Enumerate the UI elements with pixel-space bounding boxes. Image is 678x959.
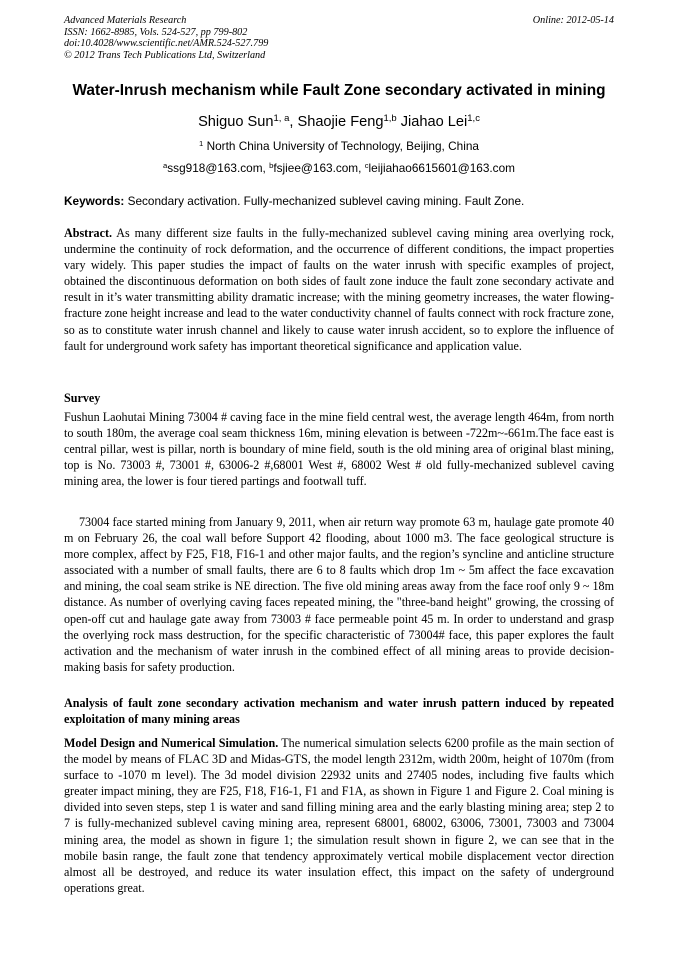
author-sup: 1, a <box>273 112 290 124</box>
email-sup: c <box>364 160 369 170</box>
affiliation-sup: 1 <box>199 138 204 148</box>
email-sup: b <box>269 160 274 170</box>
keywords <box>64 194 524 208</box>
abstract-text: As many different size faults in the fully-mechanized sublevel caving mining area overlying rock, undermine the continuity of rock deformation, and the occurrence of different conditions, the impact properties vary widely. This paper studies the impact of faults on the water inrush with specific examples of project, obtained the discontinuous deformation on both sides of fault zone induce the fault zone secondary activate and result in it’s water transmitting ability dramatic increase; with the mining geometry increases, the water flowing-fracture zone height increase and lead to the water conductivity channel of faults connect with rock fracture zone, so as to constitute water inrush channel and likely to cause water inrush accident, so to explore the influence of fault for underground work safety has important theoretical significance and application value. <box>64 226 615 353</box>
keywords-label: Keywords: <box>64 194 125 208</box>
model-label: Model Design and Numerical Simulation. <box>64 736 279 750</box>
email-address: fsjiee@163.com <box>273 161 359 175</box>
author-name: Shaojie Feng <box>297 114 384 130</box>
author-name: Shiguo Sun <box>198 114 274 130</box>
copyright-line: © 2012 Trans Tech Publications Ltd, Switzerland <box>64 49 266 61</box>
keywords-text: Secondary activation. Fully-mechanized sublevel caving mining. Fault Zone. <box>127 194 525 208</box>
affiliation-text: North China University of Technology, Beijing, China <box>206 139 479 153</box>
email-sup: a <box>163 160 168 170</box>
issn-line: ISSN: 1662-8985, Vols. 524-527, pp 799-802 <box>64 26 248 38</box>
model-section <box>64 735 614 896</box>
email-address: leijiahao6615601@163.com <box>368 161 515 175</box>
author-list: Shiguo Sun$^{1, a}$, Shaojie Feng$^{1,b}$ Jiahao Lei$^{1,c}$ <box>198 112 480 130</box>
doi-line: doi:10.4028/www.scientific.net/AMR.524-527.799 <box>64 38 269 50</box>
analysis-heading: Analysis of fault zone secondary activation mechanism and water inrush pattern induced by repeated exploitation of many mining areas <box>64 696 614 727</box>
survey-paragraph-1: Fushun Laohutai Mining 73004 # caving face in the mine field central west, the average length 464m, from north to south 180m, the average coal seam thickness 16m, mining elevation is between -722m~-661m.The face east is central pillar, west is pillar, north is boundary of mine field, south is the old mining area of original blast mining, top is No. 73003 #, 73001 #, 63006-2 #,68001 West #, 68002 West # old fully-mechanized sublevel caving mining area, the lower is four tiered partings and footwall tuff. <box>64 410 614 489</box>
online-date: Online: 2012-05-14 <box>532 15 614 26</box>
email-address: ssg918@163.com <box>167 161 263 175</box>
journal-name: Advanced Materials Research <box>64 15 187 26</box>
paper-title: Water-Inrush mechanism while Fault Zone secondary activated in mining <box>72 82 606 99</box>
model-text: The numerical simulation selects 6200 profile as the main section of the model by means of FLAC 3D and Midas-GTS, the model length 2312m, width 200m, height of 1070m (from surface to -1070 m level). The 3d model division 22932 units and 27405 nodes, including five faults which greater impact mining, they are F25, F18, F16-1, F1 and F1A, as shown in Figure 1 and Figure 2. Coal mining is divided into seven steps, step 1 is water and sand filling mining area and the early blasting mining area; step 2 to 7 is fully-mechanized sublevel caving mining area, represent 68001, 68002, 63006, 73001, 73003 and 73004 mining area, the model as shown in figure 1; the simulation result shown in figure 2, we can see that in the mobile basin range, the fault zone that tendency approximately vertical mobile displacement vector direction almost all be destroyed, and reduce its water insulation effect, this impact on the safety of underground operations great. <box>64 736 614 895</box>
abstract-label: Abstract. <box>64 226 113 240</box>
author-sup: 1,c <box>467 112 480 124</box>
survey-paragraph-2: 73004 face started mining from January 9, 2011, when air return way promote 63 m, haulage gate promote 40 m on February 26, the coal wall before Support 42 flooding, about 1000 m3. The face geological structure is more complex, affect by F25, F18, F16-1 and other major faults, and the region’s syncline and anticline structure associated with a number of small faults, there are 6 to 8 faults which drop 1m ~ 5m affect the face excavation and mining, the coal seam strike is NE direction. The five old mining areas away from the face roof only 9 ~ 18m distance. As number of overlying caving faces repeated mining, the "three-band height" growing, the crossing of open-off cut and haulage gate away from 73003 # face permeable point 45 m. In order to understand and grasp the overlying rock mass destruction, for the specific characteristic of 73004# face, this paper explores the fault activation and the mechanism of water inrush in the combined effect of all mining areas to provide decision-making basis for safety production. <box>64 515 614 674</box>
journal-header <box>64 15 268 61</box>
affiliation <box>0 139 678 153</box>
email-list: $^a$ssg918@163.com, $^b$fsjiee@163.com, $^c$leijiahao6615601@163.com <box>163 160 515 175</box>
author-sup: 1,b <box>383 112 397 124</box>
abstract <box>64 225 614 354</box>
author-name: Jiahao Lei <box>400 114 468 130</box>
survey-heading: Survey <box>64 391 101 405</box>
